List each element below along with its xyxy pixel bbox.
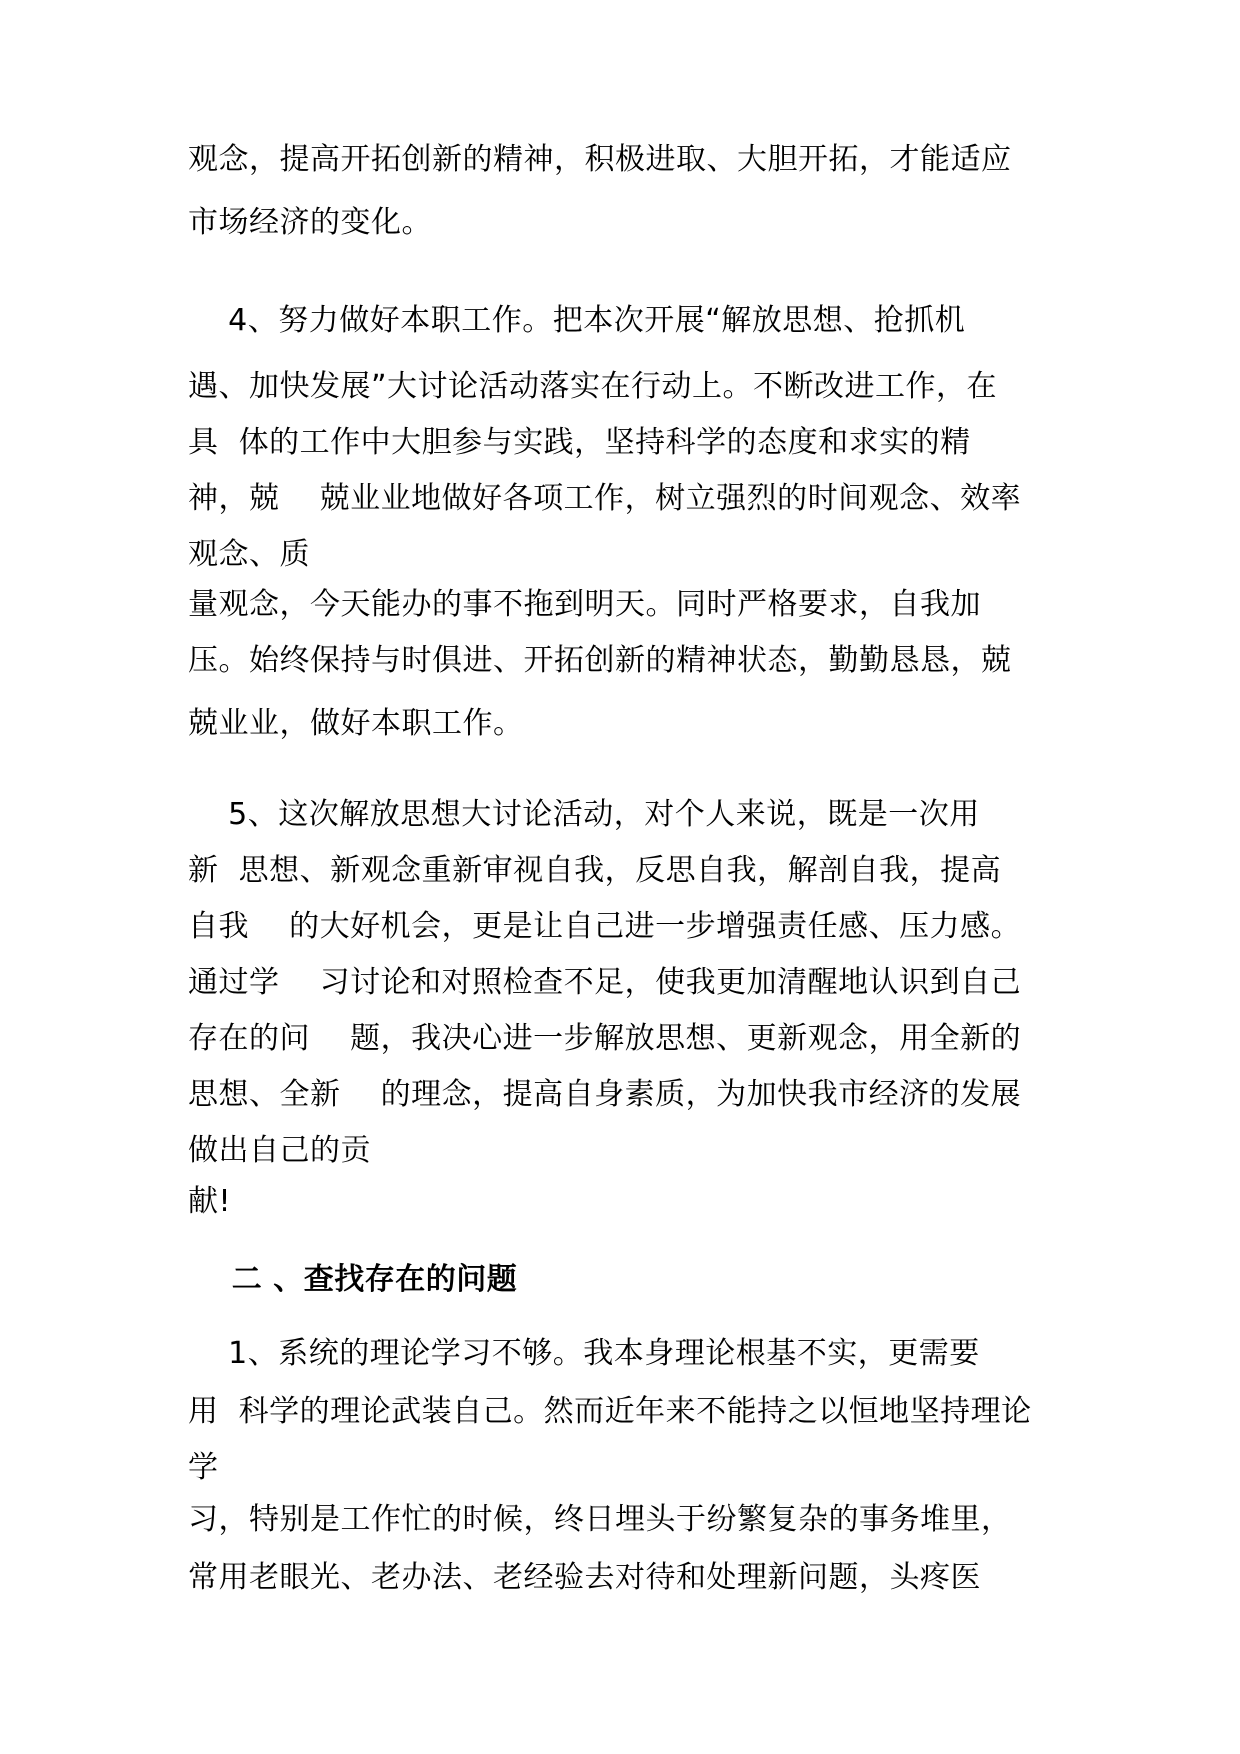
text-line: 1、系统的理论学习不够。我本身理论根基不实，更需要 xyxy=(188,1336,980,1371)
text-line: 习，特别是工作忙的时候，终日埋头于纷繁复杂的事务堆里， xyxy=(188,1502,1012,1537)
section-heading: 二 、查找存在的问题 xyxy=(188,1262,518,1297)
text-line: 献! xyxy=(188,1184,232,1219)
text-line: 压。始终保持与时俱进、开拓创新的精神状态，勤勤恳恳，兢 xyxy=(188,643,1012,678)
text-line: 具 体的工作中大胆参与实践，坚持科学的态度和求实的精 xyxy=(188,425,971,460)
text-line: 新 思想、新观念重新审视自我，反思自我，解剖自我，提高 xyxy=(188,853,1002,888)
text-line: 用 科学的理论武装自己。然而近年来不能持之以恒地坚持理论 xyxy=(188,1394,1032,1429)
text-line: 神，兢 兢业业地做好各项工作，树立强烈的时间观念、效率 xyxy=(188,481,1022,516)
text-line: 存在的问 题，我决心进一步解放思想、更新观念，用全新的 xyxy=(188,1021,1022,1056)
text-line: 观念、质 xyxy=(188,537,310,572)
text-line: 常用老眼光、老办法、老经验去对待和处理新问题，头疼医 xyxy=(188,1560,981,1595)
text-line: 思想、全新 的理念，提高自身素质，为加快我市经济的发展 xyxy=(188,1077,1022,1112)
text-line: 自我 的大好机会，更是让自己进一步增强责任感、压力感。 xyxy=(188,909,1022,944)
text-line: 4、努力做好本职工作。把本次开展“解放思想、抢抓机 xyxy=(188,303,966,338)
text-line: 做出自己的贡 xyxy=(188,1133,371,1168)
text-line: 观念，提高开拓创新的精神，积极进取、大胆开拓，才能适应 xyxy=(188,142,1012,177)
text-line: 兢业业，做好本职工作。 xyxy=(188,706,524,741)
text-line: 5、这次解放思想大讨论活动，对个人来说，既是一次用 xyxy=(188,797,980,832)
text-line: 学 xyxy=(188,1450,219,1485)
text-line: 量观念，今天能办的事不拖到明天。同时严格要求，自我加 xyxy=(188,587,981,622)
text-line: 市场经济的变化。 xyxy=(188,205,432,240)
text-line: 通过学 习讨论和对照检查不足，使我更加清醒地认识到自己 xyxy=(188,965,1022,1000)
text-line: 遇、加快发展”大讨论活动落实在行动上。不断改进工作，在 xyxy=(188,369,998,404)
